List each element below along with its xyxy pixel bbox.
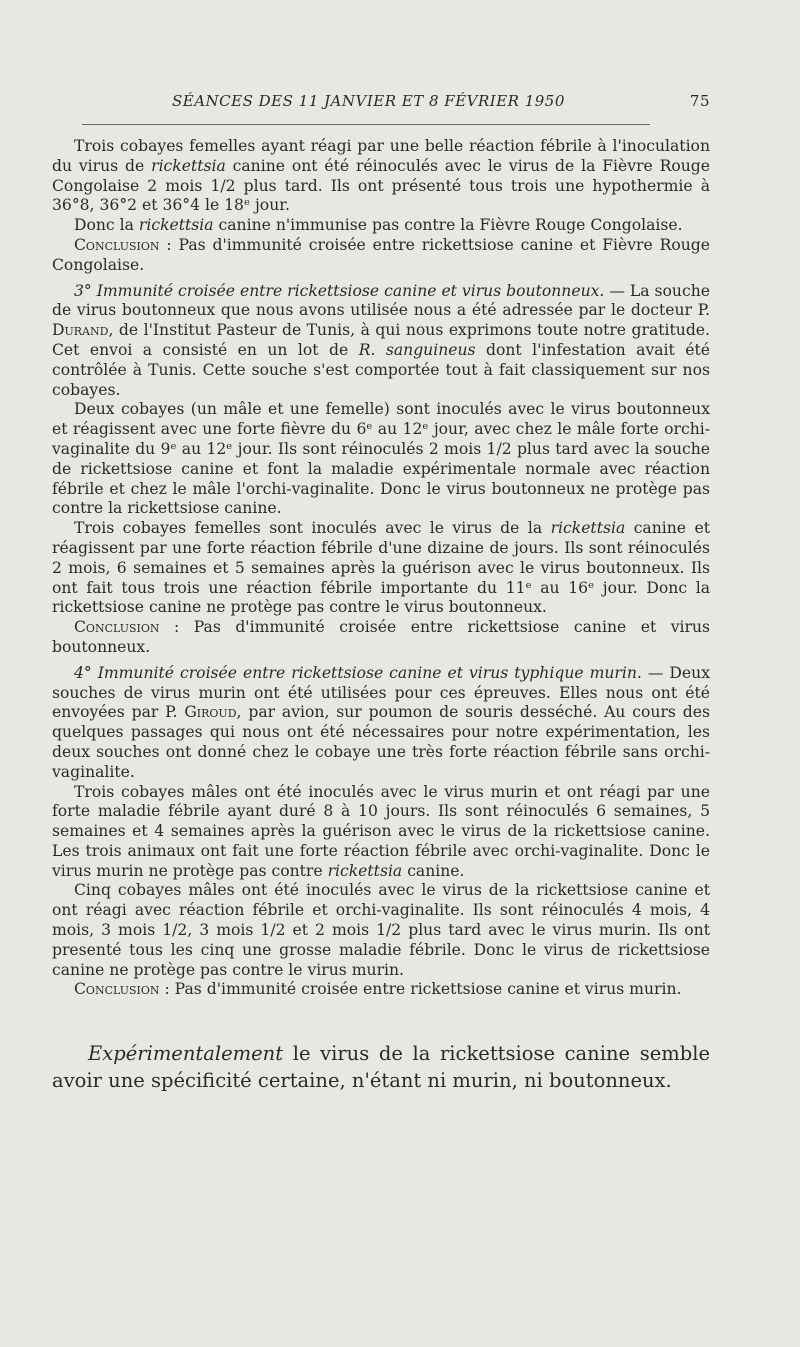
paragraph [52, 216, 710, 236]
italic-text: Expérimentalement [88, 1042, 284, 1066]
text: , de l'Institut Pasteur de Tunis, à qui nous exprimons toute notre gratitude. Cet envoi a consisté en un lot de [52, 321, 710, 359]
italic-text: rickettsia [327, 861, 403, 880]
final-conclusion [52, 1040, 710, 1094]
text: canine et réagissent par une forte réaction fébrile d'une dizaine de jours. Ils sont réinoculés 2 mois, 6 semaines et 5 semaines après la guérison avec le virus boutonneux. Ils ont fait tous trois une réaction fébrile importante du 11ᵉ au 16ᵉ jour. Donc la rickettsiose canine ne protège pas contre le virus boutonneux. [52, 519, 710, 617]
italic-text: rickettsia [550, 519, 626, 538]
section-paragraph [52, 282, 710, 401]
conclusion-paragraph [52, 980, 710, 1000]
text: : Pas d'immunité croisée entre rickettsiose canine et Fièvre Rouge Congolaise. [52, 235, 711, 274]
section-heading: 4° Immunité croisée entre rickettsiose canine et virus typhique murin. [74, 663, 642, 682]
text: dont l'infestation avait été contrôlée à Tunis. Cette souche s'est comportée tout à fait classiquement sur nos cobayes. [52, 340, 710, 399]
text: Trois cobayes mâles ont été inoculés avec le virus murin et ont réagi par une forte maladie fébrile ayant duré 8 à 10 jours. Ils sont réinoculés 6 semaines, 5 semaines et 4 semaines après la guérison avec le virus de la rickettsiose canine. Les trois animaux ont fait une forte réaction fébrile avec orchi-vaginalite. Donc le virus murin ne protège pas contre [52, 782, 710, 880]
text: , par avion, sur poumon de souris desséché. Au cours des quelques passages qui nous ont été nécessaires pour notre expérimentation, les deux souches ont donné chez le cobaye une très forte réaction fébrile sans orchi-vaginalite. [52, 703, 710, 781]
page-number: 75 [689, 92, 710, 110]
body-text [52, 137, 710, 1000]
italic-text: rickettsia [138, 216, 214, 235]
text: Trois cobayes femelles ayant réagi par une belle réaction fébrile à l'inoculation du virus de [52, 137, 710, 175]
text: canine. [407, 861, 465, 880]
text: Cinq cobayes mâles ont été inoculés avec le virus de la rickettsiose canine et ont réagi avec réaction fébrile et orchi-vaginalite. Ils sont réinoculés 4 mois, 4 mois, 3 mois 1/2, 3 mois 1/2 et 2 mois 1/2 plus tard avec le virus murin. Ils ont presenté tous les cinq une grosse maladie fébrile. Donc le virus de rickettsiose canine ne protège pas contre le virus murin. [52, 881, 710, 979]
text: Trois cobayes femelles sont inoculés avec le virus de la [74, 519, 543, 538]
conclusion-label: Conclusion [74, 618, 160, 637]
text: : Pas d'immunité croisée entre rickettsiose canine et virus boutonneux. [52, 618, 710, 656]
italic-text: rickettsia [151, 156, 226, 175]
conclusion-paragraph [52, 618, 710, 658]
paragraph [52, 137, 710, 216]
text: le virus de la rickettsiose canine semble avoir une spécificité certaine, n'étant ni murin, ni boutonneux. [52, 1042, 710, 1093]
section-heading: 3° Immunité croisée entre rickettsiose canine et virus boutonneux. [74, 281, 605, 300]
conclusion-paragraph [52, 236, 710, 276]
running-head-title: SÉANCES DES 11 JANVIER ET 8 FÉVRIER 1950 [172, 92, 565, 110]
text: — La souche de virus boutonneux que nous avons utilisée nous a été adressée par le docteur P. [52, 281, 710, 320]
text: : Pas d'immunité croisée entre rickettsiose canine et virus murin. [164, 980, 682, 999]
text: canine n'immunise pas contre la Fièvre Rouge Congolaise. [218, 216, 683, 235]
text: — Deux souches de virus murin ont été utilisées pour ces épreuves. Elles nous ont été envoyées par P. [52, 663, 710, 722]
section-paragraph [52, 664, 710, 783]
text: Deux cobayes (un mâle et une femelle) sont inoculés avec le virus boutonneux et réagissent avec une forte fièvre du 6ᵉ au 12ᵉ jour, avec chez le mâle forte orchi-vaginalite du 9ᵉ au 12ᵉ jour. Ils sont réinoculés 2 mois 1/2 plus tard avec la souche de rickettsiose canine et font la maladie expérimentale normale avec réaction fébrile et chez le mâle l'orchi-vaginalite. Donc le virus boutonneux ne protège pas contre la rickettsiose canine. [52, 400, 710, 518]
author-name: Giroud [184, 703, 237, 722]
paragraph [52, 400, 710, 519]
running-head [52, 92, 710, 116]
author-name: Durand [52, 321, 109, 340]
italic-text: R. sanguineus [358, 340, 476, 359]
paragraph [52, 783, 710, 882]
text: Donc la [74, 216, 134, 235]
conclusion-label: Conclusion [74, 980, 160, 999]
header-rule [82, 124, 650, 125]
conclusion-label: Conclusion [74, 235, 160, 254]
paragraph [52, 881, 710, 980]
text: canine ont été réinoculés avec le virus de la Fièvre Rouge Congolaise 2 mois 1/2 plus tard. Ils ont présenté tous trois une hypothermie à 36°8, 36°2 et 36°4 le 18ᵉ jour. [52, 156, 710, 215]
paragraph [52, 519, 710, 618]
